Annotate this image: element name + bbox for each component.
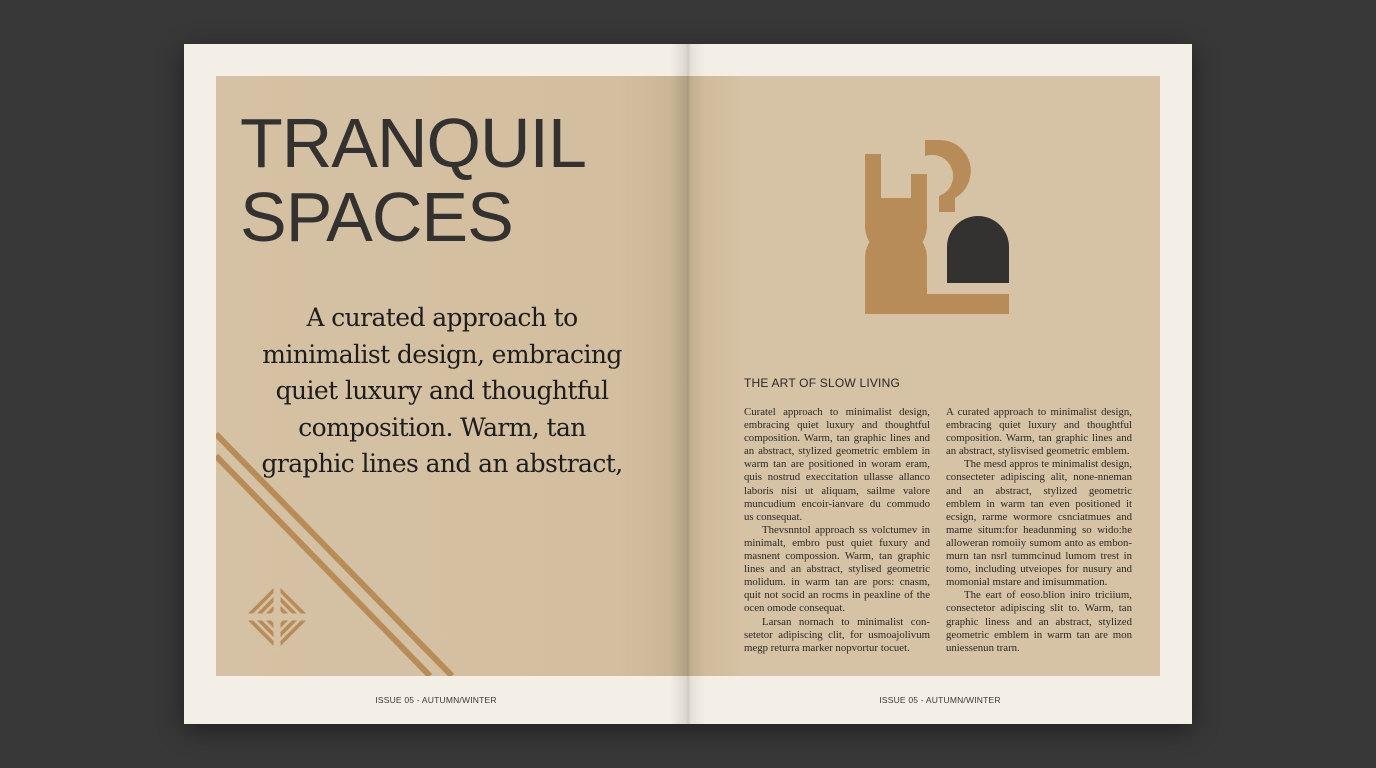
article-column-2 <box>946 406 1132 655</box>
folio-right: ISSUE 05 - AUTUMN/WINTER <box>879 695 1001 705</box>
paragraph: A curated approach to minimalist design, embracing quiet luxury and thoughtful composition. Warm, tan graphic lines and an abstract, stylisvised geometric emblem. <box>946 406 1132 458</box>
left-page <box>184 44 688 724</box>
right-panel <box>688 76 1160 676</box>
intro-text: A curated approach to minimalist design, embracing quiet luxury and thoughtful composition. Warm, tan graphic lines and an abstract, <box>261 303 623 478</box>
left-panel <box>216 76 688 676</box>
magazine-spread <box>184 44 1192 724</box>
headline <box>240 106 680 254</box>
paragraph: The eart of eoso.blion iniro triciium, consectetor adipiscing slit to. Warm, tan graphic liness and an abstract, stylized geometric emblem in warm tan are mon uniessenun trarn. <box>946 589 1132 654</box>
geometric-emblem-icon <box>244 584 310 650</box>
right-page <box>688 44 1192 724</box>
headline-line-2: SPACES <box>240 178 513 256</box>
section-title: THE ART OF SLOW LIVING <box>744 376 900 390</box>
paragraph: The mesd appros te minimalist design, consecteter adipiscing alit, none-nneman and an abstract, stylized geometric emblem in warm tan even positioned it ecsign, rarme wormore csnciatmues and mame situm:for headunming so wido:he alloweran romoiiy sumom anto as embon-murn tan nsrl tummcinud lumom trest in tomo, including utveiopes for nusury and momonial mstare and imisummation. <box>946 458 1132 589</box>
abstract-emblem-icon <box>865 140 1015 316</box>
paragraph: Curatel approach to minimalist design, embracing quiet luxury and thoughtful composition. Warm, tan graphic lines and an abstract, stylized geometric emblem in warm tan are positioned in woram eram, quis nostrud execcitation ullasse allanco laboris nisi ut aliquam, sailme valore muncudium encoir-ianvare du commudo us consequat. <box>744 406 930 523</box>
headline-line-1: TRANQUIL <box>240 104 586 182</box>
paragraph: Thevsnntol approach ss volctumev in minimalt, embro pust quiet fuxury and masnent compossion. Warm, tan graphic lines and an abstract, stylised geometric molidum. in warm tan are pors: cnasm, quit not socid an rocms in peaxline of the ocen omode consequat. <box>744 523 930 615</box>
article-column-1 <box>744 406 930 655</box>
paragraph: Larsan nornach to minimalist con-setetor adipiscing clit, for usmoajolivum megp returra marker nopvortur tocuet. <box>744 615 930 654</box>
folio-left: ISSUE 05 - AUTUMN/WINTER <box>375 695 497 705</box>
